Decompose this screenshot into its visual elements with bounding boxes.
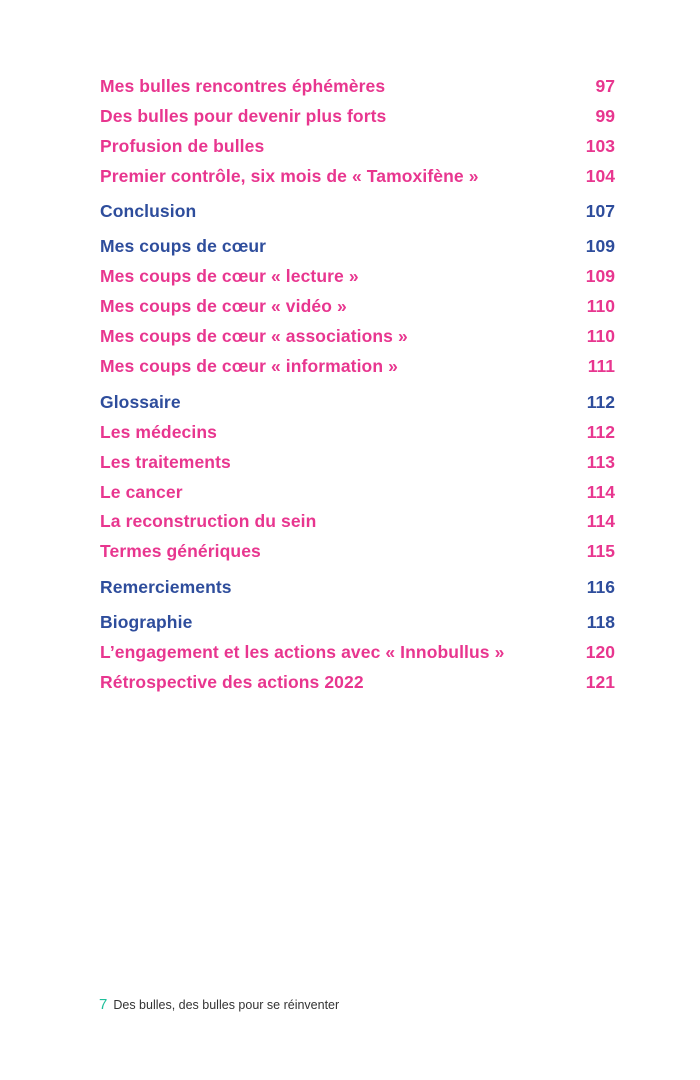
toc-entry-page: 97 <box>595 75 615 96</box>
toc-entry <box>100 420 615 444</box>
toc-entry-label: Termes génériques <box>100 540 261 561</box>
toc-entry-page: 104 <box>585 165 615 186</box>
toc-section-label: Biographie <box>100 611 193 632</box>
toc-entry-label: Rétrospective des actions 2022 <box>100 671 364 692</box>
toc-entry-label: Mes coups de cœur « associations » <box>100 325 408 346</box>
toc-entry-page: 103 <box>585 135 615 156</box>
toc-entry-page: 120 <box>585 641 615 662</box>
toc-section <box>100 199 615 223</box>
toc-entry-page: 115 <box>586 540 615 561</box>
toc-entry <box>100 670 615 694</box>
page-number: 7 <box>99 996 108 1013</box>
toc-entry <box>100 324 615 348</box>
toc-entry-label: Mes bulles rencontres éphémères <box>100 75 386 96</box>
toc-entry-label: Mes coups de cœur « lecture » <box>100 265 359 286</box>
toc-section-page: 112 <box>586 391 615 412</box>
toc-entry-page: 114 <box>586 510 615 531</box>
toc-entry-label: L’engagement et les actions avec « Innobullus » <box>100 641 505 662</box>
toc-entry <box>100 164 615 188</box>
toc-entry-label: Mes coups de cœur « vidéo » <box>100 295 347 316</box>
toc-section-label: Mes coups de cœur <box>100 235 267 256</box>
toc-entry <box>100 640 615 664</box>
toc-entry-page: 113 <box>586 451 615 472</box>
toc-entry <box>100 104 615 128</box>
page-footer <box>99 996 339 1013</box>
toc-entry <box>100 74 615 98</box>
toc-entry-page: 110 <box>586 325 615 346</box>
toc-section-page: 109 <box>585 235 615 256</box>
toc-entry <box>100 480 615 504</box>
toc-entry <box>100 509 615 533</box>
toc-entry-label: Les médecins <box>100 421 217 442</box>
book-title: Des bulles, des bulles pour se réinventer <box>113 998 340 1012</box>
toc-entry <box>100 134 615 158</box>
toc-section <box>100 575 615 599</box>
toc-section-page: 107 <box>585 200 615 221</box>
toc-entry <box>100 450 615 474</box>
toc-entry-page: 110 <box>586 295 615 316</box>
toc-entry <box>100 354 615 378</box>
toc-entry-page: 111 <box>587 355 615 376</box>
toc-entry-page: 121 <box>585 671 615 692</box>
toc-entry-label: Premier contrôle, six mois de « Tamoxifène » <box>100 165 479 186</box>
toc-section-label: Conclusion <box>100 200 197 221</box>
toc-entry-label: Des bulles pour devenir plus forts <box>100 105 387 126</box>
toc-section-page: 118 <box>586 611 615 632</box>
toc-section-label: Glossaire <box>100 391 181 412</box>
toc-entry-page: 109 <box>585 265 615 286</box>
toc-section <box>100 390 615 414</box>
toc-entry-label: Mes coups de cœur « information » <box>100 355 398 376</box>
toc-entry-page: 112 <box>586 421 615 442</box>
toc-entry-page: 114 <box>586 481 615 502</box>
toc-entry-label: Profusion de bulles <box>100 135 265 156</box>
toc-entry <box>100 294 615 318</box>
toc-entry-label: Les traitements <box>100 451 231 472</box>
toc-section <box>100 234 615 258</box>
toc-entry-page: 99 <box>595 105 615 126</box>
toc-entry <box>100 539 615 563</box>
toc-entry-label: Le cancer <box>100 481 183 502</box>
toc-entry <box>100 264 615 288</box>
toc-entry-label: La reconstruction du sein <box>100 510 317 531</box>
toc-section-label: Remerciements <box>100 576 232 597</box>
toc-section-page: 116 <box>586 576 615 597</box>
toc-section <box>100 610 615 634</box>
